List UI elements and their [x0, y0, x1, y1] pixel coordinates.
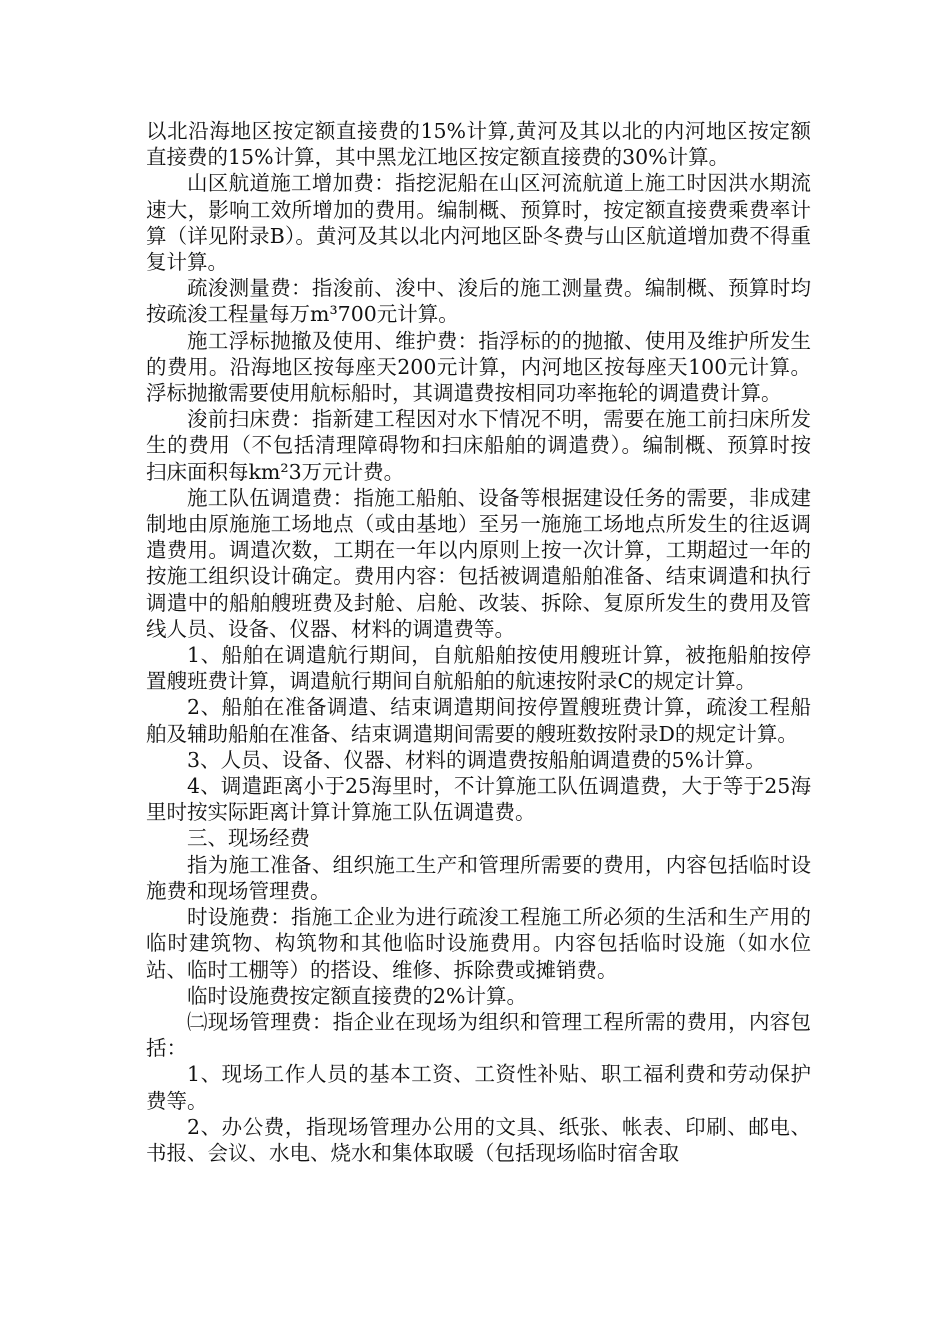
paragraph: 3、人员、设备、仪器、材料的调遣费按船舶调遣费的5%计算。: [187, 747, 766, 772]
paragraph: 2、办公费，指现场管理办公用的文具、纸张、帐表、印刷、邮电、书报、会议、水电、烧水和集体取暖（包括现场临时宿舍取: [146, 1114, 811, 1165]
paragraph: 指为施工准备、组织施工生产和管理所需要的费用，内容包括临时设施费和现场管理费。: [146, 852, 811, 903]
paragraph: 时设施费：指施工企业为进行疏浚工程施工所必须的生活和生产用的临时建筑物、构筑物和其他临时设施费用。内容包括临时设施（如水位站、临时工棚等）的搭设、维修、拆除费或摊销费。: [146, 905, 811, 982]
paragraph: 浚前扫床费：指新建工程因对水下情况不明，需要在施工前扫床所发生的费用（不包括清理障碍物和扫床船舶的调遣费）。编制概、预算时按扫床面积每km²3万元计费。: [146, 407, 811, 484]
paragraph: 施工队伍调遣费：指施工船舶、设备等根据建设任务的需要，非成建制地由原施施工场地点（或由基地）至另一施施工场地点所发生的往返调遣费用。调遣次数，工期在一年以内原则上按一次计算，工期超过一年的按施工组织设计确定。费用内容：包括被调遣船舶准备、结束调遣和执行调遣中的船舶艘班费及封舱、启舱、改装、拆除、复原所发生的费用及管线人员、设备、仪器、材料的调遣费等。: [146, 485, 811, 641]
paragraph: 疏浚测量费：指浚前、浚中、浚后的施工测量费。编制概、预算时均按疏浚工程量每万m³700元计算。: [146, 276, 811, 327]
paragraph: 4、调遣距离小于25海里时，不计算施工队伍调遣费，大于等于25海里时按实际距离计算计算施工队伍调遣费。: [146, 774, 811, 825]
document-body: [146, 118, 811, 1166]
paragraph: 施工浮标抛撤及使用、维护费：指浮标的的抛撤、使用及维护所发生的费用。沿海地区按每座天200元计算，内河地区按每座天100元计算。浮标抛撤需要使用航标船时，其调遣费按相同功率拖轮的调遣费计算。: [146, 328, 811, 406]
section-heading: 三、现场经费: [187, 826, 310, 851]
paragraph: 1、现场工作人员的基本工资、工资性补贴、职工福利费和劳动保护费等。: [146, 1062, 811, 1113]
paragraph: 临时设施费按定额直接费的2%计算。: [187, 983, 528, 1008]
paragraph: 2、船舶在准备调遣、结束调遣期间按停置艘班费计算，疏浚工程船舶及辅助船舶在准备、结束调遣期间需要的艘班数按附录D的规定计算。: [146, 695, 811, 746]
paragraph: 1、船舶在调遣航行期间，自航船舶按使用艘班计算，被拖船舶按停置艘班费计算，调遣航行期间自航船舶的航速按附录C的规定计算。: [146, 643, 811, 694]
paragraph: 山区航道施工增加费：指挖泥船在山区河流航道上施工时因洪水期流速大，影响工效所增加的费用。编制概、预算时，按定额直接费乘费率计算（详见附录B）。黄河及其以北内河地区卧冬费与山区航道增加费不得重复计算。: [146, 171, 811, 275]
paragraph: 以北沿海地区按定额直接费的15%计算,黄河及其以北的内河地区按定额直接费的15%计算，其中黑龙江地区按定额直接费的30%计算。: [146, 119, 811, 170]
paragraph: ㈡现场管理费：指企业在现场为组织和管理工程所需的费用，内容包括：: [146, 1009, 811, 1061]
